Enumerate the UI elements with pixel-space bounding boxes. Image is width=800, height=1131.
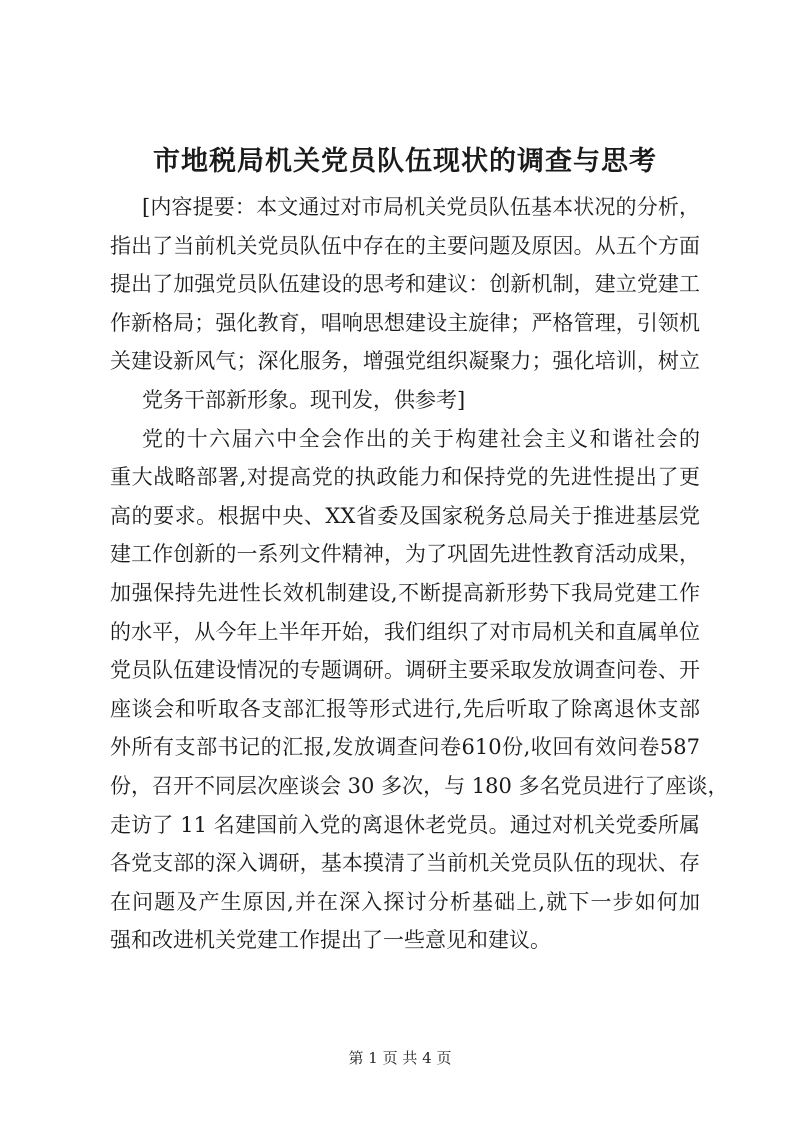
body-line: 份，召开不同层次座谈会 30 多次，与 180 多名党员进行了座谈， xyxy=(110,773,729,798)
body-line: 强和改进机关党建工作提出了一些意见和建议。 xyxy=(110,928,551,953)
body-line: 在问题及产生原因,并在深入探讨分析基础上,就下一步如何加 xyxy=(110,889,700,914)
page-footer: 第 1 页 共 4 页 xyxy=(348,1049,452,1067)
abstract-line: 提出了加强党员队伍建设的思考和建议：创新机制，建立党建工 xyxy=(110,272,700,297)
document-title: 市地税局机关党员队伍现状的调查与思考 xyxy=(153,146,657,177)
abstract-line: [内容提要：本文通过对市局机关党员队伍基本状况的分析， xyxy=(142,195,700,219)
body-line: 外所有支部书记的汇报,发放调查问卷610份,收回有效问卷587 xyxy=(110,735,700,760)
abstract-line: 作新格局；强化教育，唱响思想建设主旋律；严格管理，引领机 xyxy=(110,310,700,335)
body-line: 建工作创新的一系列文件精神，为了巩固先进性教育活动成果， xyxy=(110,542,700,567)
body-line: 重大战略部署,对提高党的执政能力和保持党的先进性提出了更 xyxy=(110,465,700,490)
body-line: 党员队伍建设情况的专题调研。调研主要采取发放调查问卷、开 xyxy=(110,658,700,683)
body-line: 走访了 11 名建国前入党的离退休老党员。通过对机关党委所属 xyxy=(110,812,700,837)
body-paragraph xyxy=(110,420,729,960)
abstract-line: 指出了当前机关党员队伍中存在的主要问题及原因。从五个方面 xyxy=(110,233,700,258)
body-line: 的水平，从今年上半年开始，我们组织了对市局机关和直属单位 xyxy=(110,619,700,644)
body-line: 座谈会和听取各支部汇报等形式进行,先后听取了除离退休支部 xyxy=(110,696,700,721)
body-line: 各党支部的深入调研，基本摸清了当前机关党员队伍的现状、存 xyxy=(110,851,700,876)
body-line: 加强保持先进性长效机制建设,不断提高新形势下我局党建工作 xyxy=(110,580,700,605)
body-line: 高的要求。根据中央、XX省委及国家税务总局关于推进基层党 xyxy=(110,503,700,528)
abstract-line: 党务干部新形象。现刊发，供参考] xyxy=(142,387,466,412)
body-line: 党的十六届六中全会作出的关于构建社会主义和谐社会的 xyxy=(142,426,700,451)
abstract-line: 关建设新风气；深化服务，增强党组织凝聚力；强化培训，树立 xyxy=(110,349,700,374)
abstract-block xyxy=(110,188,700,420)
document-page xyxy=(110,138,729,960)
